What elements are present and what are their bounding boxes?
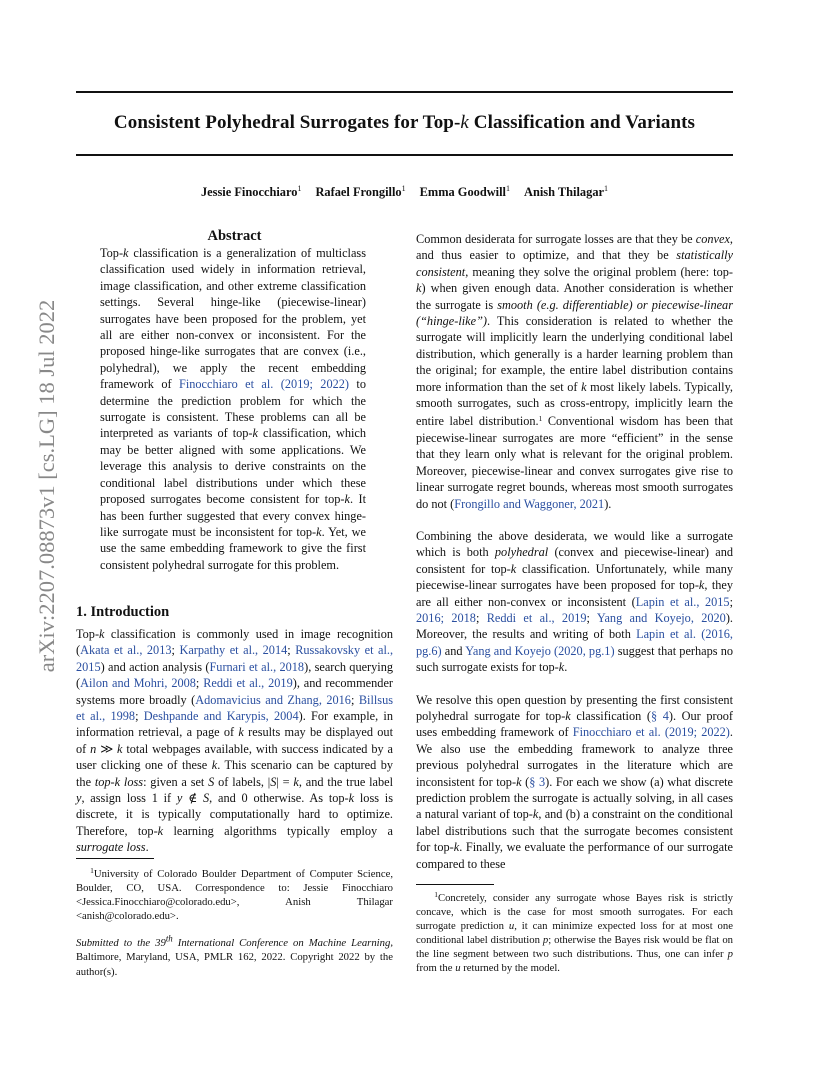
introduction-text: Top-k classification is commonly used in image recognition (Akata et al., 2013; Karpathy et al., 2014; Russakovsky et al., 2015) and action analysis (Furnari et al., 2018), search querying (Ailon and Mohri, 2008; Reddi et al., 2019), and recommender systems more broadly (Adomavicius and Zhang, 2016; Billsus et al., 1998; Deshpande and Karypis, 2004). For example, in information retrieval, a page of k results may be displayed out of n ≫ k total webpages available, with success indicated by a user clicking one of these k. This scenario can be captured by the top-k loss: given a set S of labels, |S| = k, and the true label y, assign loss 1 if y ∉ S, and 0 otherwise. As top-k loss is discrete, it is typically computationally hard to optimize. Therefore, top-k learning algorithms typically employ a surrogate loss. xyxy=(76,627,394,855)
footnote-rule-right xyxy=(416,884,494,885)
arxiv-stamp: arXiv:2207.08873v1 [cs.LG] 18 Jul 2022 xyxy=(34,299,59,673)
title-bottom-rule xyxy=(76,154,733,156)
right-column-text: Common desiderata for surrogate losses are that they be convex, and thus easier to optimize, and that they be statistically consistent, meaning they solve the original problem (here: top-k) when given enough data. Another consideration is whether the surrogate is smooth (e.g. differentiable) or piecewise-linear (“hinge-like”). This consideration is related to whether the surrogate will implicitly learn the underlying conditional label distribution, which generally is a harder learning problem than the original; for example, the entire label distribution contains more information than the set of k most likely labels. Typically, smooth surrogates, such as cross-entropy, implicitly learn the entire label distribution.$^1$ Conventional wisdom has been that piecewise-linear surrogates are more “efficient” in the sense that they learn only what is relevant for the original problem. Moreover, piecewise-linear and convex surrogates give rise to linear surrogate regret bounds, whereas most smooth surrogates do not (Frongillo and Waggoner, 2021). Combining the above desiderata, we would like a surrogate which is both polyhedral (convex and piecewise-linear) and consistent for top-k classification. Unfortunately, while many piecewise-linear surrogates have been proposed for top-k, they are all either non-convex or inconsistent (Lapin et al., 2015; 2016; 2018; Reddi et al., 2019; Yang and Koyejo, 2020). Moreover, the results and writing of both Lapin et al. (2016, pg.6) and Yang and Koyejo (2020, pg.1) suggest that perhaps no such surrogate exists for top-k. We resolve this open question by presenting the first consistent polyhedral surrogate for top-k classification (§ 4). Our proof uses embedding framework of Finocchiaro et al. (2019; 2022). We also use the embedding framework to analyze three previous polyhedral surrogates in the literature which are inconsistent for top-k (§ 3). For each we show (a) what discrete prediction problem the surrogate is actually solving, in all cases a natural variant of top-k, and (b) a constraint on the conditional label distributions such that the surrogate becomes consistent for top-k. Finally, we evaluate the performance of our surrogate compared to these xyxy=(416,232,734,871)
author-list: Jessie Finocchiaro$^1$ Rafael Frongillo$^1$ Emma Goodwill$^1$ Anish Thilagar$^1$ xyxy=(200,184,609,199)
paper-title: Consistent Polyhedral Surrogates for Top-k Classification and Variants xyxy=(113,112,696,133)
author-name: Anish Thilagar xyxy=(524,185,605,199)
submission-note: Submitted to the 39th International Conference on Machine Learning, Baltimore, Maryland, USA, PMLR 162, 2022. Copyright 2022 by the author(s). xyxy=(76,933,393,978)
section-heading-introduction: 1. Introduction xyxy=(76,604,170,620)
abstract-heading: Abstract xyxy=(207,228,262,244)
author-name: Emma Goodwill xyxy=(419,185,507,199)
author-name: Jessie Finocchiaro xyxy=(200,185,298,199)
abstract-text: Top-k classification is a generalization of multiclass classification used widely in information retrieval, image classification, and other extreme classification settings. Several hinge-like (piecewise-linear) surrogates have been proposed for the problem, yet all are either non-convex or inconsistent. For the proposed hinge-like surrogates that are convex (i.e., polyhedral), we apply the recent embedding framework of Finocchiaro et al. (2019; 2022) to determine the prediction problem for which the surrogate is consistent. These problems can all be interpreted as variants of top-k classification, which may be better aligned with some applications. We leverage this analysis to derive constraints on the conditional label distributions under which these proposed surrogates become consistent for top-k. It has been further suggested that every convex hinge-like surrogate must be inconsistent for top-k. Yet, we use the same embedding framework to give the first consistent polyhedral surrogate for this problem. xyxy=(100,246,367,572)
footnote-1: $^1$Concretely, consider any surrogate whose Bayes risk is strictly concave, which is the case for most smooth surrogates. For each surrogate prediction u, it can minimize expected loss for at most one conditional label distribution p; otherwise the Bayes risk would be flat on the line segment between two such distributions. Thus, one can infer p from the u returned by the model. xyxy=(416,890,734,974)
footnote-rule-left xyxy=(76,858,154,859)
author-name: Rafael Frongillo xyxy=(315,185,402,199)
top-rule xyxy=(76,91,733,93)
affiliation-footnote: $^1$University of Colorado Boulder Department of Computer Science, Boulder, CO, USA. Correspondence to: Jessie Finocchiaro <Jessica.Finocchiaro@colorado.edu>, Anish Thilagar <anish@colorado.edu>. xyxy=(76,866,393,922)
